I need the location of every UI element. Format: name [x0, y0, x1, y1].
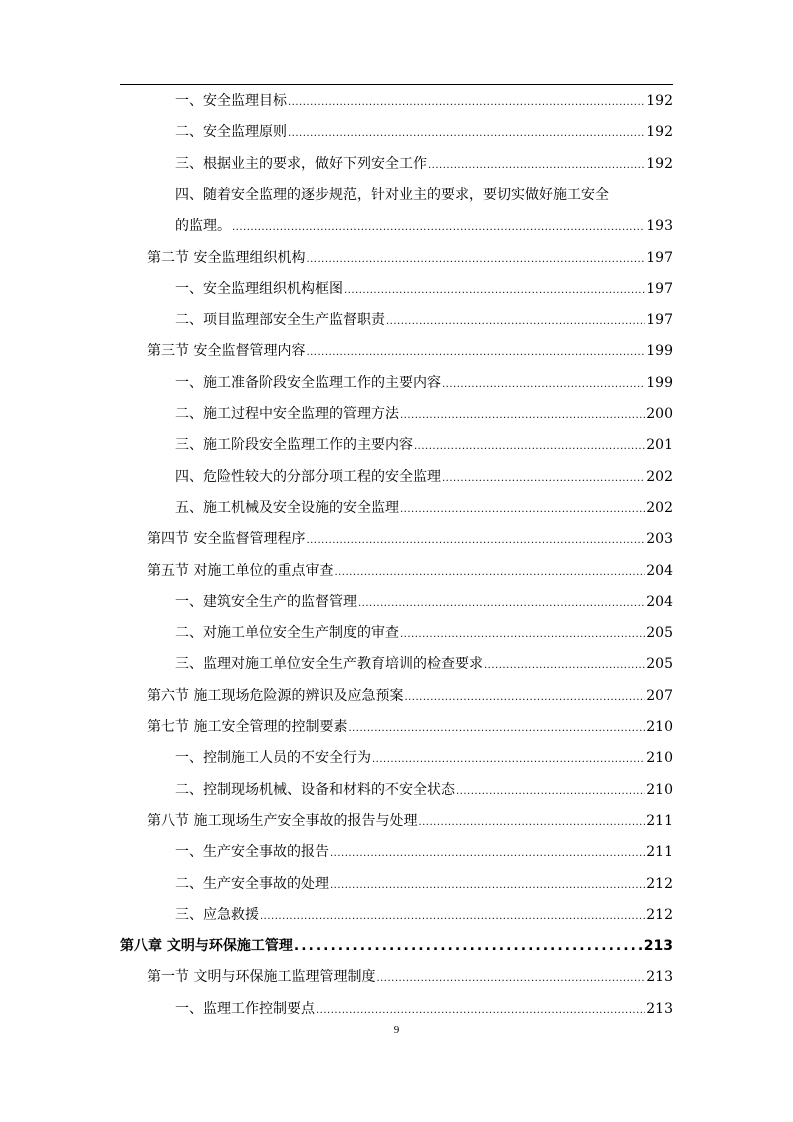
toc-entry-page: 200	[646, 406, 673, 422]
toc-entry[interactable]	[175, 404, 673, 424]
toc-entry[interactable]	[175, 905, 673, 925]
toc-entry-continuation[interactable]	[175, 216, 673, 236]
toc-entry-page: 207	[646, 687, 673, 704]
toc-entry-page: 210	[646, 750, 673, 767]
toc-entry-label: 二、项目监理部安全生产监督职责	[175, 312, 385, 329]
toc-entry-label: 一、施工准备阶段安全监理工作的主要内容	[175, 374, 441, 391]
toc-leader-dots	[294, 936, 643, 956]
toc-entry[interactable]	[175, 122, 673, 142]
toc-leader-dots	[334, 563, 645, 583]
toc-entry-page: 205	[646, 656, 673, 673]
toc-entry-page: 197	[646, 249, 673, 266]
toc-entry-page: 202	[646, 499, 673, 516]
toc-leader-dots	[418, 813, 645, 833]
toc-entry-label: 三、监理对施工单位安全生产教育培训的检查要求	[175, 656, 483, 673]
toc-entry-page: 205	[646, 625, 673, 642]
toc-leader-dots	[400, 625, 645, 645]
toc-entry[interactable]	[175, 467, 673, 487]
toc-entry-label: 一、监理工作控制要点	[175, 1000, 315, 1017]
toc-leader-dots	[372, 750, 645, 770]
toc-entry-page: 197	[646, 312, 673, 329]
toc-entry-label: 二、施工过程中安全监理的管理方法	[175, 406, 399, 422]
toc-leader-dots	[306, 343, 645, 363]
toc-entry[interactable]	[175, 842, 673, 862]
toc-leader-dots	[404, 688, 645, 708]
toc-entry[interactable]	[175, 498, 673, 518]
toc-entry-label: 四、危险性较大的分部分项工程的安全监理	[175, 468, 441, 485]
toc-leader-dots	[400, 406, 645, 426]
toc-entry-label: 一、安全监理目标	[175, 93, 287, 109]
toc-entry-label: 第八节 施工现场生产安全事故的报告与处理	[147, 812, 418, 829]
toc-entry-label: 第三节 安全监督管理内容	[147, 343, 306, 360]
toc-section[interactable]	[147, 248, 673, 268]
toc-section[interactable]	[147, 561, 673, 581]
toc-entry-label: 三、施工阶段安全监理工作的主要内容	[175, 437, 413, 454]
toc-entry-label: 三、根据业主的要求，做好下列安全工作	[175, 155, 427, 172]
toc-entry-label: 一、建筑安全生产的监督管理	[175, 593, 357, 610]
toc-entry-page: 199	[646, 343, 673, 360]
toc-entry[interactable]	[175, 748, 673, 768]
toc-entry-label: 一、安全监理组织机构框图	[175, 280, 343, 297]
toc-entry-page: 210	[646, 781, 673, 798]
toc-entry-page: 213	[646, 969, 673, 986]
toc-leader-dots	[306, 250, 645, 270]
toc-entry-label: 四、随着安全监理的逐步规范，针对业主的要求，要切实做好施工安全	[175, 186, 609, 203]
toc-entry[interactable]	[175, 999, 673, 1019]
toc-entry-label: 第四节 安全监督管理程序	[147, 531, 306, 548]
toc-entry[interactable]	[175, 623, 673, 643]
toc-entry[interactable]	[175, 310, 673, 330]
toc-leader-dots	[442, 375, 645, 395]
toc-leader-dots	[288, 93, 645, 113]
toc-leader-dots	[330, 876, 645, 896]
toc-entry[interactable]	[175, 279, 673, 299]
toc-entry-page: 211	[646, 812, 673, 829]
toc-entry-label: 五、施工机械及安全设施的安全监理	[175, 499, 399, 516]
toc-leader-dots	[386, 312, 645, 332]
toc-entry-page: 201	[646, 437, 673, 454]
toc-entry-page: 192	[646, 124, 673, 141]
toc-entry-page: 199	[646, 374, 673, 391]
toc-leader-dots	[260, 907, 645, 927]
toc-leader-dots	[288, 124, 645, 144]
toc-leader-dots	[428, 156, 645, 176]
toc-section[interactable]	[147, 811, 673, 831]
toc-entry-page: 212	[646, 906, 673, 923]
toc-entry[interactable]	[175, 185, 673, 205]
toc-entry-label: 第七节 施工安全管理的控制要素	[147, 719, 348, 735]
toc-entry[interactable]	[175, 592, 673, 612]
toc-entry-page: 212	[646, 875, 673, 892]
toc-entry-page: 213	[643, 938, 673, 955]
toc-entry-page: 193	[646, 218, 673, 235]
toc-entry-page: 211	[646, 844, 673, 861]
toc-entry-page: 210	[646, 719, 673, 735]
toc-entry-page: 197	[646, 280, 673, 297]
toc-section[interactable]	[147, 717, 673, 737]
toc-entry[interactable]	[175, 654, 673, 674]
toc-entry-label: 第五节 对施工单位的重点审查	[147, 562, 334, 579]
toc-leader-dots	[316, 1001, 645, 1021]
toc-entry-page: 213	[646, 1000, 673, 1017]
toc-leader-dots	[376, 969, 645, 989]
toc-section[interactable]	[147, 967, 673, 987]
toc-section[interactable]	[147, 529, 673, 549]
toc-entry[interactable]	[175, 435, 673, 455]
toc-entry-page: 203	[646, 531, 673, 548]
toc-entry-label: 的监理。	[175, 218, 231, 235]
toc-leader-dots	[358, 594, 645, 614]
toc-leader-dots	[400, 500, 645, 520]
toc-entry-label: 一、生产安全事故的报告	[175, 844, 329, 861]
toc-leader-dots	[232, 218, 645, 238]
toc-leader-dots	[442, 469, 645, 489]
toc-entry-label: 第二节 安全监理组织机构	[147, 249, 306, 266]
toc-entry-page: 204	[646, 562, 673, 579]
toc-leader-dots	[348, 719, 645, 739]
page-number: 9	[393, 1024, 400, 1036]
header-rule	[120, 84, 673, 85]
toc-chapter-label: 第八章 文明与环保施工管理	[120, 938, 293, 955]
toc-entry-label: 一、控制施工人员的不安全行为	[175, 750, 371, 767]
toc-entry[interactable]	[175, 874, 673, 894]
toc-entry-page: 192	[646, 155, 673, 172]
toc-entry-page: 202	[646, 468, 673, 485]
toc-entry-label: 二、生产安全事故的处理	[175, 875, 329, 892]
toc-entry[interactable]	[175, 373, 673, 393]
toc-entry-page: 204	[646, 593, 673, 610]
toc-leader-dots	[456, 782, 645, 802]
toc-leader-dots	[306, 531, 645, 551]
toc-entry-label: 二、安全监理原则	[175, 124, 287, 141]
toc-entry-label: 第一节 文明与环保施工监理管理制度	[147, 969, 376, 986]
toc-entry-label: 二、对施工单位安全生产制度的审查	[175, 625, 399, 642]
toc-entry-label: 第六节 施工现场危险源的辨识及应急预案	[147, 687, 404, 704]
toc-leader-dots	[484, 656, 645, 676]
toc-section[interactable]	[147, 341, 673, 361]
toc-leader-dots	[344, 281, 645, 301]
toc-entry[interactable]	[175, 154, 673, 174]
toc-entry-label: 三、应急救援	[175, 906, 259, 923]
toc-entry-label: 二、控制现场机械、设备和材料的不安全状态	[175, 781, 455, 798]
toc-section[interactable]	[147, 686, 673, 706]
toc-entry[interactable]	[175, 91, 673, 111]
toc-chapter[interactable]	[120, 936, 673, 956]
toc-leader-dots	[414, 437, 645, 457]
toc-entry[interactable]	[175, 780, 673, 800]
toc-leader-dots	[330, 844, 645, 864]
toc-entry-page: 192	[646, 93, 673, 109]
